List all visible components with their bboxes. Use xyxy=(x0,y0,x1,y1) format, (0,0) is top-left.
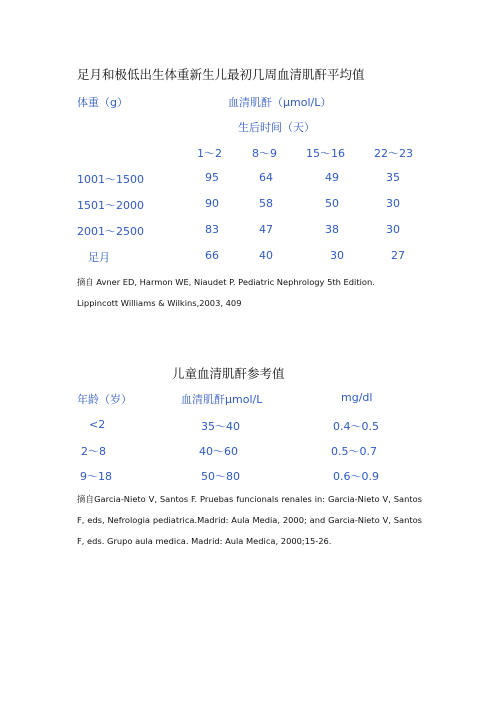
citation-prefix: 摘自 xyxy=(77,494,95,504)
table1-cell: 38 xyxy=(325,223,339,236)
table1-cell: 40 xyxy=(259,249,273,262)
age-column-header: 年龄（岁） xyxy=(77,393,132,406)
table1-cell: 50 xyxy=(325,197,339,210)
table2-age-cell: <2 xyxy=(89,418,106,431)
citation-prefix: 摘自 xyxy=(77,277,94,287)
table2-citation xyxy=(77,489,422,552)
table2-age-cell: 9～18 xyxy=(80,470,112,483)
table1-cell: 30 xyxy=(386,197,400,210)
table1-cell: 90 xyxy=(205,197,219,210)
citation-line-1: Avner ED, Harmon WE, Niaudet P. Pediatric Nephrology 5th Edition. xyxy=(96,277,375,287)
table2-age-cell: 2～8 xyxy=(81,445,106,458)
citation-line-2: Lippincott Williams & Wilkins,2003, 409 xyxy=(77,298,242,308)
period-header-3: 15～16 xyxy=(306,147,345,160)
umol-column-header: 血清肌酐μmol/L xyxy=(181,393,263,406)
table1-row-label: 足月 xyxy=(88,251,110,264)
table2-mgdl-cell: 0.6～0.9 xyxy=(333,470,379,483)
table1-cell: 35 xyxy=(386,171,400,184)
citation-text: Garcia-Nieto V, Santos F. Pruebas funcionals renales in: Garcia-Nieto V, Santos F, eds, Nefrologia pediatrica.Madrid: Aula Media, 2000; and Garcia-Nieto V, Santos F, eds. Grupo aula medica. Madrid: Aula Medica, 2000;15-26. xyxy=(77,494,422,546)
table2-umol-cell: 40～60 xyxy=(199,445,238,458)
mgdl-column-header: mg/dl xyxy=(341,391,373,404)
table1-cell: 95 xyxy=(205,171,219,184)
table1-citation xyxy=(77,272,422,314)
table1-cell: 47 xyxy=(259,223,273,236)
table1-row-label: 1501～2000 xyxy=(77,199,144,212)
period-header-2: 8～9 xyxy=(252,147,277,160)
table2-umol-cell: 50～80 xyxy=(201,470,240,483)
table1-row-label: 2001～2500 xyxy=(77,225,144,238)
table1-title: 足月和极低出生体重新生儿最初几周血清肌酐平均值 xyxy=(77,67,365,82)
weight-column-header: 体重（g） xyxy=(77,96,128,109)
table1-cell: 66 xyxy=(205,249,219,262)
table1-cell: 49 xyxy=(325,171,339,184)
table2-mgdl-cell: 0.5～0.7 xyxy=(331,445,377,458)
period-header-1: 1～2 xyxy=(197,147,222,160)
table2-mgdl-cell: 0.4～0.5 xyxy=(333,420,379,433)
postnatal-time-header: 生后时间（天） xyxy=(238,121,315,134)
table2-umol-cell: 35～40 xyxy=(201,420,240,433)
table1-cell: 27 xyxy=(391,249,405,262)
table2-title: 儿童血清肌酐参考值 xyxy=(172,366,285,381)
table1-cell: 64 xyxy=(259,171,273,184)
creatinine-column-header: 血清肌酐（μmol/L） xyxy=(228,96,332,109)
table1-cell: 30 xyxy=(330,249,344,262)
table1-row-label: 1001～1500 xyxy=(77,173,144,186)
table1-cell: 58 xyxy=(259,197,273,210)
period-header-4: 22～23 xyxy=(374,147,413,160)
table1-cell: 30 xyxy=(386,223,400,236)
table1-cell: 83 xyxy=(205,223,219,236)
